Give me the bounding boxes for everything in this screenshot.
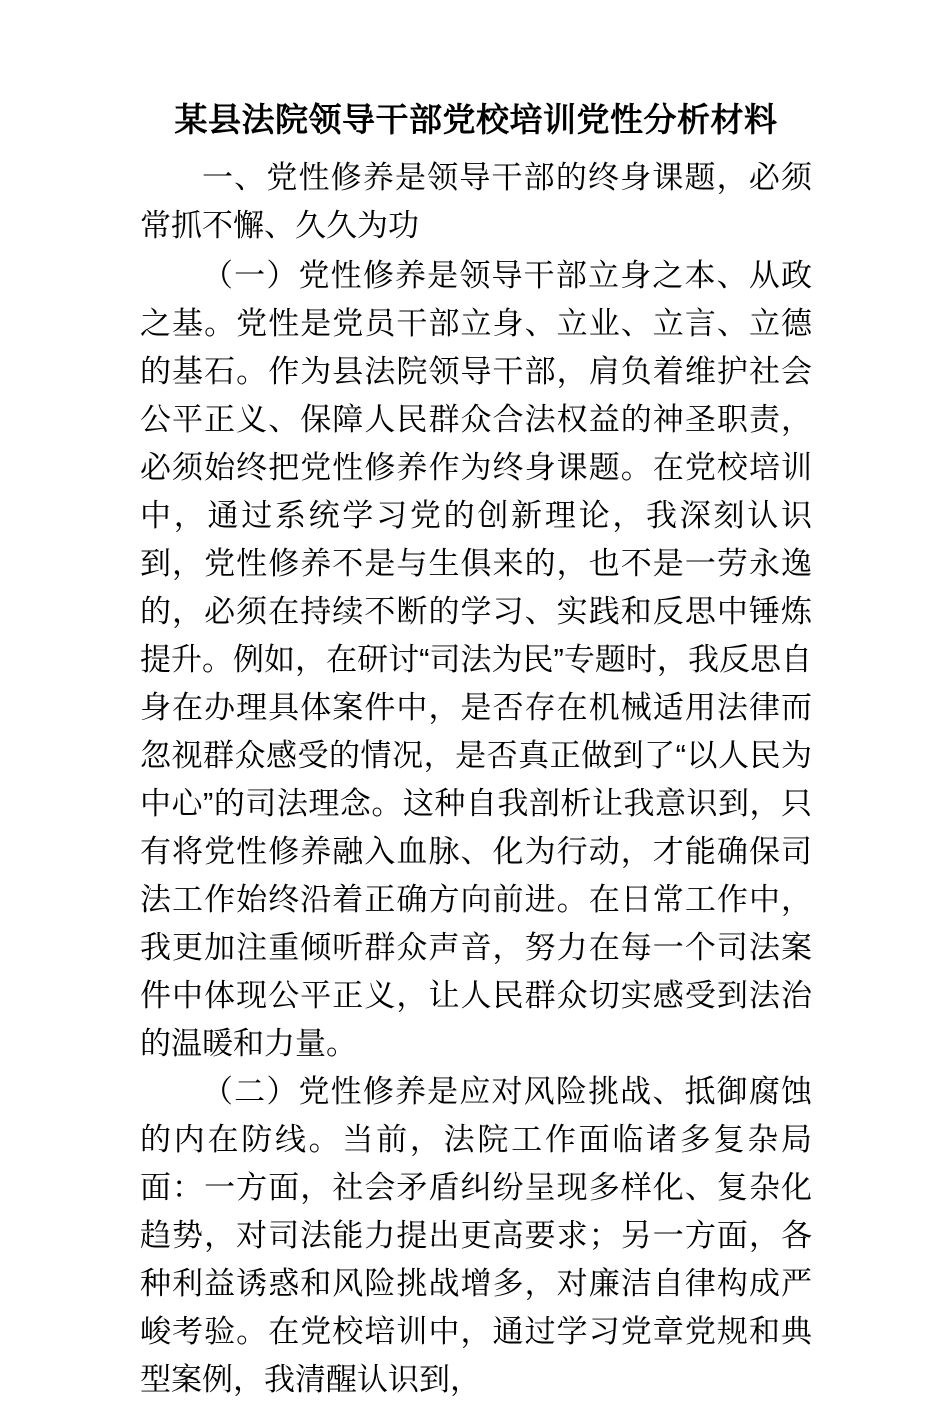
paragraph-two: （二）党性修养是应对风险挑战、抵御腐蚀的内在防线。当前，法院工作面临诸多复杂局面：一方面，社会矛盾纠纷呈现多样化、复杂化趋势，对司法能力提出更高要求；另一方面，各种利益诱惑和风险挑战增多，对廉洁自律构成严峻考验。在党校培训中，通过学习党章党规和典型案例，我清醒认识到， [140, 1074, 812, 1397]
paragraph-one: （一）党性修养是领导干部立身之本、从政之基。党性是党员干部立身、立业、立言、立德的基石。作为县法院领导干部，肩负着维护社会公平正义、保障人民群众合法权益的神圣职责，必须始终把党性修养作为终身课题。在党校培训中，通过系统学习党的创新理论，我深刻认识到，党性修养不是与生俱来的，也不是一劳永逸的，必须在持续不断的学习、实践和反思中锤炼提升。例如，在研讨“司法为民”专题时，我反思自身在办理具体案件中，是否存在机械适用法律而忽视群众感受的情况，是否真正做到了“以人民为中心”的司法理念。这种自我剖析让我意识到，只有将党性修养融入血脉、化为行动，才能确保司法工作始终沿着正确方向前进。在日常工作中，我更加注重倾听群众声音，努力在每一个司法案件中体现公平正义，让人民群众切实感受到法治的温暖和力量。 [140, 258, 812, 1061]
section-heading-one: 一、党性修养是领导干部的终身课题，必须常抓不懈、久久为功 [140, 160, 812, 243]
document-content [140, 96, 812, 1404]
page-title: 某县法院领导干部党校培训党性分析材料 [174, 101, 778, 138]
